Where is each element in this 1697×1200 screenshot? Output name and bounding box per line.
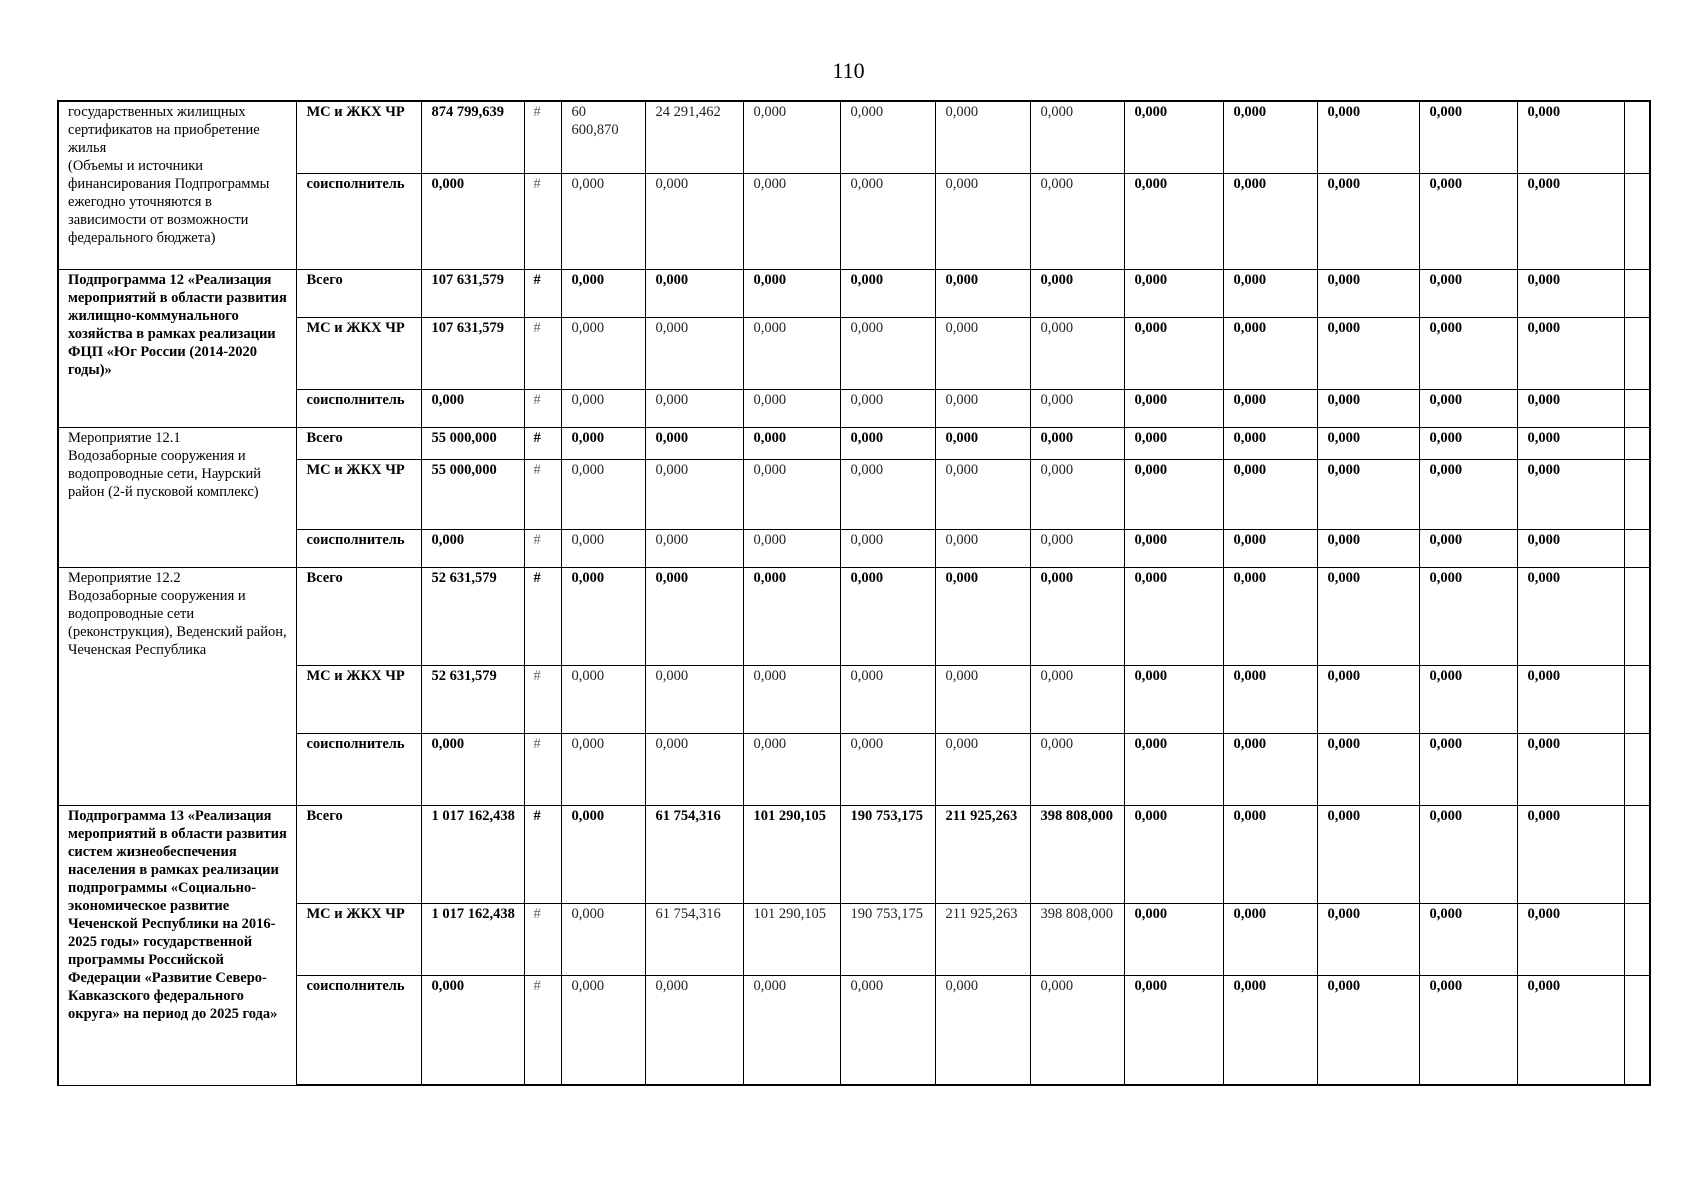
year-value: 0,000 (840, 269, 935, 317)
year-value: 0,000 (1517, 665, 1624, 733)
year-value: 0,000 (1517, 567, 1624, 665)
year-value: 398 808,000 (1030, 903, 1124, 975)
hash-mark: # (524, 459, 561, 529)
empty-cell (1624, 459, 1650, 529)
table-body (58, 101, 1650, 1085)
year-value: 0,000 (1223, 389, 1317, 427)
hash-mark: # (524, 173, 561, 269)
year-value: 0,000 (1419, 389, 1517, 427)
table-row (58, 733, 1650, 805)
empty-cell (1624, 269, 1650, 317)
table-row (58, 567, 1650, 665)
year-value: 0,000 (1223, 903, 1317, 975)
year-value: 0,000 (1419, 733, 1517, 805)
year-value: 0,000 (1030, 733, 1124, 805)
year-value: 0,000 (1030, 567, 1124, 665)
table-row (58, 101, 1650, 173)
year-value: 0,000 (1517, 975, 1624, 1085)
empty-cell (1624, 975, 1650, 1085)
empty-cell (1624, 733, 1650, 805)
year-value: 0,000 (1223, 665, 1317, 733)
total-amount: 0,000 (421, 389, 524, 427)
year-value: 0,000 (935, 317, 1030, 389)
year-value: 0,000 (1517, 269, 1624, 317)
year-value: 0,000 (1517, 459, 1624, 529)
year-value: 0,000 (840, 173, 935, 269)
year-value: 0,000 (1317, 101, 1419, 173)
year-value: 0,000 (645, 459, 743, 529)
year-value: 0,000 (1317, 427, 1419, 459)
year-value: 0,000 (561, 427, 645, 459)
funding-source: Всего (296, 805, 421, 903)
hash-mark: # (524, 389, 561, 427)
year-value: 0,000 (645, 665, 743, 733)
year-value: 190 753,175 (840, 805, 935, 903)
year-value: 0,000 (1419, 665, 1517, 733)
year-value: 0,000 (1317, 975, 1419, 1085)
year-value: 0,000 (1517, 805, 1624, 903)
year-value: 0,000 (840, 529, 935, 567)
hash-mark: # (524, 733, 561, 805)
empty-cell (1624, 317, 1650, 389)
total-amount: 0,000 (421, 529, 524, 567)
year-value: 0,000 (743, 317, 840, 389)
item-title: Подпрограмма 13 «Реализация мероприятий в области развития систем жизнеобеспечения населения в рамках реализации подпрограммы «Социально-экономическое развитие Чеченской Республики на 2016-2025 годы» государственной программы Российской Федерации «Развитие Северо-Кавказского федерального округа» на период до 2025 года» (58, 805, 296, 1085)
year-value: 0,000 (561, 805, 645, 903)
hash-mark: # (524, 317, 561, 389)
year-value: 0,000 (935, 101, 1030, 173)
funding-source: соисполнитель (296, 529, 421, 567)
year-value: 0,000 (1317, 173, 1419, 269)
year-value: 0,000 (1223, 317, 1317, 389)
total-amount: 1 017 162,438 (421, 805, 524, 903)
year-value: 0,000 (1317, 567, 1419, 665)
funding-source: Всего (296, 269, 421, 317)
year-value: 0,000 (1030, 317, 1124, 389)
item-title: Подпрограмма 12 «Реализация мероприятий в области развития жилищно-коммунального хозяйства в рамках реализации ФЦП «Юг России (2014-2020 годы)» (58, 269, 296, 427)
year-value: 0,000 (1030, 975, 1124, 1085)
empty-cell (1624, 389, 1650, 427)
table-row (58, 459, 1650, 529)
funding-source: МС и ЖКХ ЧР (296, 903, 421, 975)
year-value: 0,000 (1124, 389, 1223, 427)
year-value: 0,000 (1317, 665, 1419, 733)
year-value: 0,000 (1124, 427, 1223, 459)
total-amount: 107 631,579 (421, 317, 524, 389)
table-row (58, 389, 1650, 427)
hash-mark: # (524, 975, 561, 1085)
funding-source: МС и ЖКХ ЧР (296, 665, 421, 733)
year-value: 0,000 (935, 269, 1030, 317)
year-value: 0,000 (1030, 529, 1124, 567)
funding-source: соисполнитель (296, 389, 421, 427)
year-value: 0,000 (743, 567, 840, 665)
year-value: 0,000 (561, 903, 645, 975)
year-value: 0,000 (1030, 427, 1124, 459)
year-value: 0,000 (743, 529, 840, 567)
hash-mark: # (524, 665, 561, 733)
total-amount: 0,000 (421, 173, 524, 269)
year-value: 0,000 (1419, 975, 1517, 1085)
year-value: 0,000 (645, 389, 743, 427)
table-row (58, 665, 1650, 733)
year-value: 0,000 (743, 389, 840, 427)
year-value: 0,000 (1124, 903, 1223, 975)
year-value: 0,000 (1317, 903, 1419, 975)
year-value: 0,000 (840, 101, 935, 173)
year-value: 0,000 (1030, 665, 1124, 733)
year-value: 0,000 (1517, 173, 1624, 269)
hash-mark: # (524, 567, 561, 665)
year-value: 0,000 (743, 173, 840, 269)
year-value: 0,000 (561, 665, 645, 733)
year-value: 0,000 (1317, 733, 1419, 805)
empty-cell (1624, 101, 1650, 173)
year-value: 0,000 (1419, 269, 1517, 317)
total-amount: 55 000,000 (421, 427, 524, 459)
year-value: 0,000 (645, 269, 743, 317)
year-value: 211 925,263 (935, 903, 1030, 975)
year-value: 0,000 (561, 389, 645, 427)
year-value: 0,000 (935, 567, 1030, 665)
year-value: 0,000 (645, 733, 743, 805)
empty-cell (1624, 173, 1650, 269)
table-row (58, 805, 1650, 903)
hash-mark: # (524, 529, 561, 567)
year-value: 0,000 (1517, 427, 1624, 459)
table-row (58, 269, 1650, 317)
total-amount: 55 000,000 (421, 459, 524, 529)
hash-mark: # (524, 427, 561, 459)
year-value: 0,000 (1419, 101, 1517, 173)
year-value: 0,000 (1223, 459, 1317, 529)
year-value: 0,000 (935, 427, 1030, 459)
total-amount: 1 017 162,438 (421, 903, 524, 975)
year-value: 0,000 (1419, 567, 1517, 665)
year-value: 0,000 (1517, 317, 1624, 389)
year-value: 0,000 (561, 459, 645, 529)
year-value: 0,000 (1317, 269, 1419, 317)
year-value: 0,000 (840, 427, 935, 459)
year-value: 0,000 (1223, 567, 1317, 665)
hash-mark: # (524, 101, 561, 173)
year-value: 0,000 (1223, 733, 1317, 805)
year-value: 0,000 (840, 975, 935, 1085)
year-value: 0,000 (1317, 459, 1419, 529)
total-amount: 0,000 (421, 975, 524, 1085)
empty-cell (1624, 805, 1650, 903)
year-value: 0,000 (561, 567, 645, 665)
year-value: 0,000 (1124, 101, 1223, 173)
year-value: 0,000 (1223, 805, 1317, 903)
funding-source: Всего (296, 427, 421, 459)
funding-source: МС и ЖКХ ЧР (296, 317, 421, 389)
year-value: 0,000 (1124, 529, 1223, 567)
year-value: 0,000 (743, 101, 840, 173)
year-value: 0,000 (645, 317, 743, 389)
year-value: 0,000 (1124, 173, 1223, 269)
year-value: 0,000 (743, 427, 840, 459)
year-value: 0,000 (743, 975, 840, 1085)
total-amount: 874 799,639 (421, 101, 524, 173)
year-value: 0,000 (645, 975, 743, 1085)
year-value: 0,000 (935, 529, 1030, 567)
hash-mark: # (524, 805, 561, 903)
year-value: 0,000 (743, 733, 840, 805)
year-value: 0,000 (561, 733, 645, 805)
year-value: 190 753,175 (840, 903, 935, 975)
year-value: 0,000 (743, 665, 840, 733)
year-value: 0,000 (561, 269, 645, 317)
year-value: 0,000 (840, 389, 935, 427)
funding-source: Всего (296, 567, 421, 665)
table-row (58, 903, 1650, 975)
year-value: 0,000 (1124, 567, 1223, 665)
year-value: 0,000 (935, 459, 1030, 529)
year-value: 0,000 (1124, 317, 1223, 389)
empty-cell (1624, 567, 1650, 665)
year-value: 0,000 (1223, 427, 1317, 459)
empty-cell (1624, 903, 1650, 975)
year-value: 0,000 (935, 389, 1030, 427)
total-amount: 52 631,579 (421, 665, 524, 733)
year-value: 0,000 (645, 427, 743, 459)
item-title: Мероприятие 12.1 Водозаборные сооружения и водопроводные сети, Наурский район (2-й пусковой комплекс) (58, 427, 296, 567)
year-value: 0,000 (743, 459, 840, 529)
year-value: 0,000 (1223, 269, 1317, 317)
funding-source: МС и ЖКХ ЧР (296, 459, 421, 529)
year-value: 60 600,870 (561, 101, 645, 173)
year-value: 211 925,263 (935, 805, 1030, 903)
year-value: 0,000 (561, 529, 645, 567)
total-amount: 107 631,579 (421, 269, 524, 317)
item-title: государственных жилищных сертификатов на приобретение жилья (Объемы и источники финансирования Подпрограммы ежегодно уточняются в зависимости от возможности федерального бюджета) (58, 101, 296, 269)
year-value: 0,000 (1517, 529, 1624, 567)
year-value: 24 291,462 (645, 101, 743, 173)
total-amount: 52 631,579 (421, 567, 524, 665)
year-value: 61 754,316 (645, 903, 743, 975)
year-value: 0,000 (840, 665, 935, 733)
empty-cell (1624, 529, 1650, 567)
year-value: 0,000 (1517, 733, 1624, 805)
year-value: 0,000 (1124, 665, 1223, 733)
total-amount: 0,000 (421, 733, 524, 805)
year-value: 0,000 (1419, 317, 1517, 389)
empty-cell (1624, 665, 1650, 733)
year-value: 0,000 (1124, 459, 1223, 529)
year-value: 0,000 (935, 173, 1030, 269)
year-value: 0,000 (1124, 975, 1223, 1085)
year-value: 0,000 (1030, 389, 1124, 427)
year-value: 0,000 (1223, 975, 1317, 1085)
item-title: Мероприятие 12.2 Водозаборные сооружения и водопроводные сети (реконструкция), Веденский район, Чеченская Республика (58, 567, 296, 805)
year-value: 0,000 (1517, 903, 1624, 975)
year-value: 0,000 (1419, 529, 1517, 567)
year-value: 398 808,000 (1030, 805, 1124, 903)
funding-source: соисполнитель (296, 173, 421, 269)
year-value: 0,000 (935, 665, 1030, 733)
year-value: 0,000 (1419, 173, 1517, 269)
page-number: 110 (832, 58, 865, 83)
financing-table (57, 100, 1651, 1086)
year-value: 0,000 (743, 269, 840, 317)
table-row (58, 173, 1650, 269)
year-value: 0,000 (561, 975, 645, 1085)
year-value: 0,000 (645, 173, 743, 269)
year-value: 0,000 (1124, 805, 1223, 903)
table-row (58, 317, 1650, 389)
hash-mark: # (524, 269, 561, 317)
year-value: 0,000 (935, 975, 1030, 1085)
year-value: 0,000 (840, 567, 935, 665)
year-value: 0,000 (1030, 101, 1124, 173)
year-value: 0,000 (1223, 529, 1317, 567)
year-value: 0,000 (1317, 805, 1419, 903)
year-value: 0,000 (1419, 805, 1517, 903)
year-value: 0,000 (1517, 101, 1624, 173)
year-value: 0,000 (1419, 903, 1517, 975)
year-value: 61 754,316 (645, 805, 743, 903)
year-value: 0,000 (935, 733, 1030, 805)
year-value: 0,000 (1030, 269, 1124, 317)
year-value: 0,000 (1317, 389, 1419, 427)
year-value: 0,000 (1317, 529, 1419, 567)
year-value: 0,000 (645, 567, 743, 665)
year-value: 0,000 (1517, 389, 1624, 427)
year-value: 0,000 (561, 173, 645, 269)
table-row (58, 427, 1650, 459)
year-value: 0,000 (1124, 269, 1223, 317)
year-value: 0,000 (840, 317, 935, 389)
hash-mark: # (524, 903, 561, 975)
year-value: 0,000 (1419, 427, 1517, 459)
year-value: 0,000 (645, 529, 743, 567)
year-value: 0,000 (840, 733, 935, 805)
year-value: 0,000 (1419, 459, 1517, 529)
empty-cell (1624, 427, 1650, 459)
year-value: 0,000 (561, 317, 645, 389)
year-value: 0,000 (1124, 733, 1223, 805)
year-value: 0,000 (1223, 173, 1317, 269)
funding-source: соисполнитель (296, 975, 421, 1085)
table-row (58, 975, 1650, 1085)
year-value: 0,000 (840, 459, 935, 529)
year-value: 0,000 (1223, 101, 1317, 173)
funding-source: МС и ЖКХ ЧР (296, 101, 421, 173)
year-value: 0,000 (1030, 173, 1124, 269)
funding-source: соисполнитель (296, 733, 421, 805)
year-value: 101 290,105 (743, 805, 840, 903)
year-value: 101 290,105 (743, 903, 840, 975)
year-value: 0,000 (1030, 459, 1124, 529)
table-row (58, 529, 1650, 567)
year-value: 0,000 (1317, 317, 1419, 389)
